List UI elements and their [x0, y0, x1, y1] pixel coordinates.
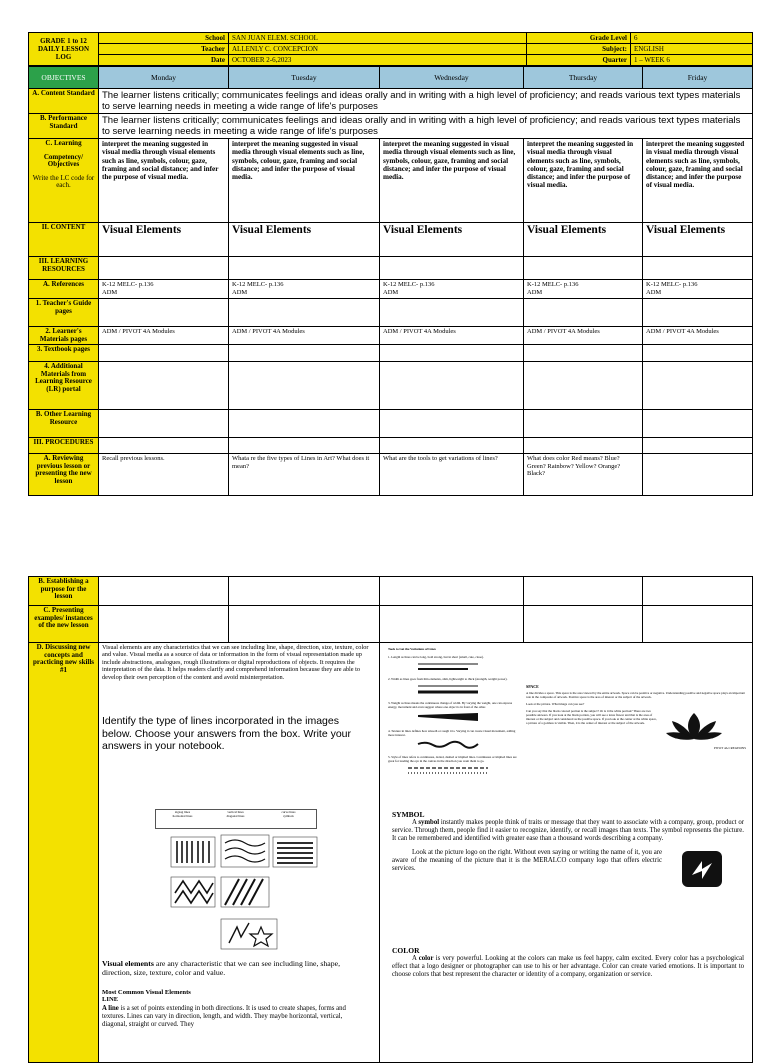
space-question: Look at the picture. What image can you see? — [526, 702, 585, 706]
tool-item: 2. Width as lines goes from thin elements, slim, lightweight to thick (strength, weight power). — [388, 677, 508, 681]
horizontal-lines-image — [273, 837, 317, 867]
line-sample-icon — [418, 683, 478, 697]
references-monday — [99, 280, 229, 299]
melc-ref: K-12 MELC- p.136 — [232, 281, 284, 288]
log-title — [29, 33, 99, 66]
line-text: is a set of points extending in both directions. It is used to create shapes, forms and textures. Lines can vary in direction, length, and width. They maybe horizontal, vertical, diagonal, straight or curved. They — [102, 1005, 346, 1028]
content-thursday: Visual Elements — [524, 223, 643, 257]
box-word: horizontal lines — [172, 814, 193, 818]
performance-standard-text: The learner listens critically; communicates feelings and ideas orally and in writing with a high level of proficiency; and reads various text types materials to serve learning needs in meeting a wide range of life's purposes — [99, 114, 753, 139]
color-pre: A — [412, 955, 419, 962]
symbol-heading: SYMBOL — [392, 810, 425, 819]
melc-ref: K-12 MELC- p.136 — [102, 281, 154, 288]
line-type-images — [169, 833, 319, 953]
other-resources-label: B. Other Learning Resource — [29, 410, 99, 438]
learners-materials-label: 2. Learner's Materials pages — [29, 327, 99, 345]
teacher-value: ALLENLY C. CONCEPCION — [229, 44, 527, 55]
tool-item: 1. Length as lines can be long, bold strong, but in short (small, cute, close). — [388, 655, 484, 659]
teachers-guide-label — [29, 299, 99, 327]
adm-ref: ADM — [646, 288, 662, 296]
box-word: curve lines — [281, 810, 296, 814]
content-label: II. CONTENT — [29, 223, 99, 257]
competency-wednesday: interpret the meaning suggested in visual media through visual elements such as line, symbols, colour, gaze, framing and social distance; and infer the purpose of visual media. — [380, 139, 524, 223]
color-paragraph — [392, 955, 744, 979]
line-sample-icon — [418, 661, 478, 673]
color-section — [392, 947, 744, 979]
space-text: A line divides a space. This space is the area viewed by the entire artwork. Space can be positive or negative. Understanding positive and negative space plays an important role in the composite of artwork. Positive space is the area of interest or the subject of the artwork. — [526, 691, 745, 699]
reviewing-thursday: What does color Red means? Blue? Green? Rainbow? Yellow? Orange? Black? — [524, 454, 643, 496]
references-label: A. References — [29, 280, 99, 299]
discussing-right-content — [380, 643, 753, 1063]
symbol-paragraph — [392, 819, 744, 843]
visual-elements-bold: Visual elements — [102, 959, 154, 968]
day-wednesday: Wednesday — [380, 67, 524, 89]
write-lc-label: Write the LC code for each. — [32, 173, 95, 189]
references-wednesday — [380, 280, 524, 299]
color-heading: COLOR — [392, 946, 420, 955]
box-word: zigzag lines — [174, 810, 191, 814]
reviewing-monday: Recall previous lessons. — [99, 454, 229, 496]
adm-ref: ADM — [527, 288, 543, 296]
content-friday: Visual Elements — [643, 223, 753, 257]
references-thursday — [524, 280, 643, 299]
zigzag-lines-image — [171, 877, 215, 907]
competency-thursday: interpret the meaning suggested in visual media through visual elements such as line, symbols, colour, gaze, framing and social distance; and infer the purpose of visual media. — [524, 139, 643, 223]
date-label: Date — [99, 55, 229, 66]
line-sample-icon — [408, 765, 488, 777]
school-value: SAN JUAN ELEM. SCHOOL — [229, 33, 527, 44]
daily-lesson-log-title: DAILY LESSON LOG — [37, 45, 90, 61]
visual-elements-rest: are any characteristic that we can see including line, shape, direction, size, texture, color and value. — [102, 959, 341, 977]
visual-elements-definition — [102, 959, 362, 977]
line-heading: LINE — [102, 996, 119, 1003]
adm-ref: ADM — [102, 288, 118, 296]
reviewing-wednesday: What are the tools to get variations of lines? — [380, 454, 524, 496]
line-bold: A line — [102, 1005, 119, 1012]
day-thursday: Thursday — [524, 67, 643, 89]
tool-item: 3. Weight as lines means the continuous change of width. By varying the weight, one can express energy, movement and even suggest where one object is in front of the other. — [388, 701, 513, 709]
learners-materials-monday: ADM / PIVOT 4A Modules — [99, 327, 229, 345]
competency-monday: interpret the meaning suggested in visual media through visual elements such as line, symbols, colour, gaze, framing and social distance; and infer the purpose of visual media. — [99, 139, 229, 223]
symbol-pre: A — [412, 819, 419, 826]
textbook-label: 3. Textbook pages — [29, 345, 99, 362]
vertical-lines-image — [171, 837, 215, 867]
adm-ref: ADM — [383, 288, 399, 296]
learners-materials-thursday: ADM / PIVOT 4A Modules — [524, 327, 643, 345]
content-standard-text: The learner listens critically; communicates feelings and ideas orally and in writing with a high level of proficiency; and reads various text types materials to serve learning needs in meeting a wide range of life's purposes — [99, 89, 753, 114]
teacher-label: Teacher — [99, 44, 229, 55]
tool-item: 4. Texture in lines defines how smooth or rough it is. Varying it can create visual movement, adding more interest. — [388, 729, 516, 737]
answer-box — [155, 809, 317, 829]
competency-tuesday: interpret the meaning suggested in visual media through visual elements such as line, symbols, colour, gaze, framing and social distance; and infer the purpose of visual media. — [229, 139, 380, 223]
line-sample-icon — [418, 711, 478, 725]
lesson-log-page-2 — [28, 576, 752, 1028]
space-heading: SPACE — [526, 684, 539, 689]
melc-ref: K-12 MELC- p.136 — [527, 281, 579, 288]
learners-materials-wednesday: ADM / PIVOT 4A Modules — [380, 327, 524, 345]
content-tuesday: Visual Elements — [229, 223, 380, 257]
box-word: symbols — [283, 814, 294, 818]
day-friday: Friday — [643, 67, 753, 89]
presenting-label: C. Presenting examples/ instances of the new lesson — [29, 606, 99, 643]
space-text-2: Can you say that the black colored portion is the subject? Or is it the white portion? There are two possible answers. If you look at the black portion, you will see a lotus flower and that is the area of interest or the subject and considered as the positive space. If you look at the center at the white space, a picture of a goddess is visible. Then, it is the center of interest or the subject of the artwork. — [526, 709, 657, 725]
establishing-label: B. Establishing a purpose for the lesson — [29, 577, 99, 606]
content-monday: Visual Elements — [99, 223, 229, 257]
symbol-text: instantly makes people think of traits or message that they want to associate with a company, group, product or service. Through them, people find it easier to recognize, identify, or recall images than texts. The symbol represents the picture. It can be remembered and identified with greater ease than a thousand words describing a company. — [392, 819, 744, 842]
symbols-image — [221, 919, 277, 949]
quarter-label: Quarter — [527, 55, 631, 66]
learners-materials-friday: ADM / PIVOT 4A Modules — [643, 327, 753, 345]
additional-materials-label: 4. Additional Materials from Learning Resource (LR) portal — [29, 362, 99, 410]
references-friday — [643, 280, 753, 299]
box-word: vertical lines — [227, 810, 244, 814]
melc-ref: K-12 MELC- p.136 — [646, 281, 698, 288]
date-value: OCTOBER 2-6,2023 — [229, 55, 527, 66]
subject-value: ENGLISH — [631, 44, 753, 55]
space-section — [526, 685, 746, 750]
reviewing-tuesday: Whata re the five types of Lines in Art? What does it mean? — [229, 454, 380, 496]
references-tuesday — [229, 280, 380, 299]
line-sample-icon — [418, 739, 478, 751]
objectives-header: OBJECTIVES — [29, 67, 99, 89]
diagonal-lines-image — [221, 877, 269, 907]
meralco-logo-icon — [680, 849, 726, 889]
symbol-section — [392, 811, 744, 889]
discussing-label: D. Discussing new concepts and practicing new skills #1 — [29, 643, 99, 1063]
tools-title: Tools to Get the Variations of Lines — [388, 647, 436, 651]
curve-lines-image — [221, 835, 269, 867]
box-word: diagonal lines — [226, 814, 245, 818]
color-text: is very powerful. Looking at the colors can make us feel happy, calm excited. Every color has a psychological effect that a logo designer or photographer can use to his or her advantage. Color can create varied emotions. It is important to choose colors that best represent the character or identity of a company, organization or service. — [392, 955, 744, 978]
grade-value: 6 — [631, 33, 753, 44]
melc-ref: K-12 MELC- p.136 — [383, 281, 435, 288]
visual-elements-intro: Visual elements are any characteristics that we can see including line, shape, direction, size, texture, color and value. Visual media as a source of data or information in the form of visual representation made up include abstractions, analogues, rough illustrations or digital reproductions of objects. It requires the interpretation of the data. It helps readers clarify and comprehend information because they are able to develop their own perception of the content and avoid misinterpretation. — [102, 644, 369, 681]
learners-materials-tuesday: ADM / PIVOT 4A Modules — [229, 327, 380, 345]
procedures-label: III. PROCEDURES — [29, 438, 99, 454]
learning-label: C. Learning — [45, 139, 82, 147]
day-tuesday: Tuesday — [229, 67, 380, 89]
symbol-bold: symbol — [418, 819, 440, 826]
tools-section — [388, 647, 518, 777]
teachers-guide-text: 1. Teacher's Guide — [35, 299, 92, 307]
grade-label: Grade Level — [527, 33, 631, 44]
tool-item: 5. Style of lines refers to continuous, dotted, dashed or implied lines. Continuous or implied lines are great for leading the eye in the canvas in the direction you want them to go. — [388, 755, 517, 763]
lotus-icon — [664, 709, 724, 745]
adm-ref: ADM — [232, 288, 248, 296]
learning-resources-label: III. LEARNING RESOURCES — [29, 257, 99, 280]
day-monday: Monday — [99, 67, 229, 89]
lesson-log-page-1 — [28, 32, 752, 496]
discussing-left-content — [99, 643, 380, 1063]
content-standard-label: A. Content Standard — [29, 89, 99, 114]
grade-range: GRADE 1 to 12 — [40, 37, 87, 45]
symbol-text-2: Look at the picture logo on the right. Without even saying or writing the name of it, you are aware of the meaning of the picture that it is the MERALCO company logo that offers electric services. — [392, 849, 662, 872]
color-bold: color — [418, 955, 434, 962]
quarter-value: 1 – WEEK 6 — [631, 55, 753, 66]
lesson-log-table-body — [28, 66, 753, 496]
content-wednesday: Visual Elements — [380, 223, 524, 257]
line-definition — [102, 1005, 364, 1028]
lesson-log-table-top — [28, 32, 753, 66]
pages-text: pages — [55, 306, 72, 315]
identify-instructions: Identify the type of lines incorporated in the images below. Choose your answers from the box. Write your answers in your notebook. — [102, 715, 352, 752]
competency-friday: interpret the meaning suggested in visual media through visual elements such as line, symbols, colour, gaze, framing and social distance; and infer the purpose of visual media. — [643, 139, 753, 223]
lesson-log-table-procedures — [28, 576, 753, 1063]
competency-objectives-label: Competency/ Objectives — [43, 152, 84, 168]
most-common-heading: Most Common Visual Elements — [102, 989, 191, 996]
space-credit: PIVOT 4A CREATIONS — [713, 746, 746, 750]
school-label: School — [99, 33, 229, 44]
reviewing-label: A. Reviewing previous lesson or presenting the new lesson — [29, 454, 99, 496]
subject-label: Subject: — [527, 44, 631, 55]
performance-standard-label: B. Performance Standard — [29, 114, 99, 139]
competency-label — [29, 139, 99, 223]
